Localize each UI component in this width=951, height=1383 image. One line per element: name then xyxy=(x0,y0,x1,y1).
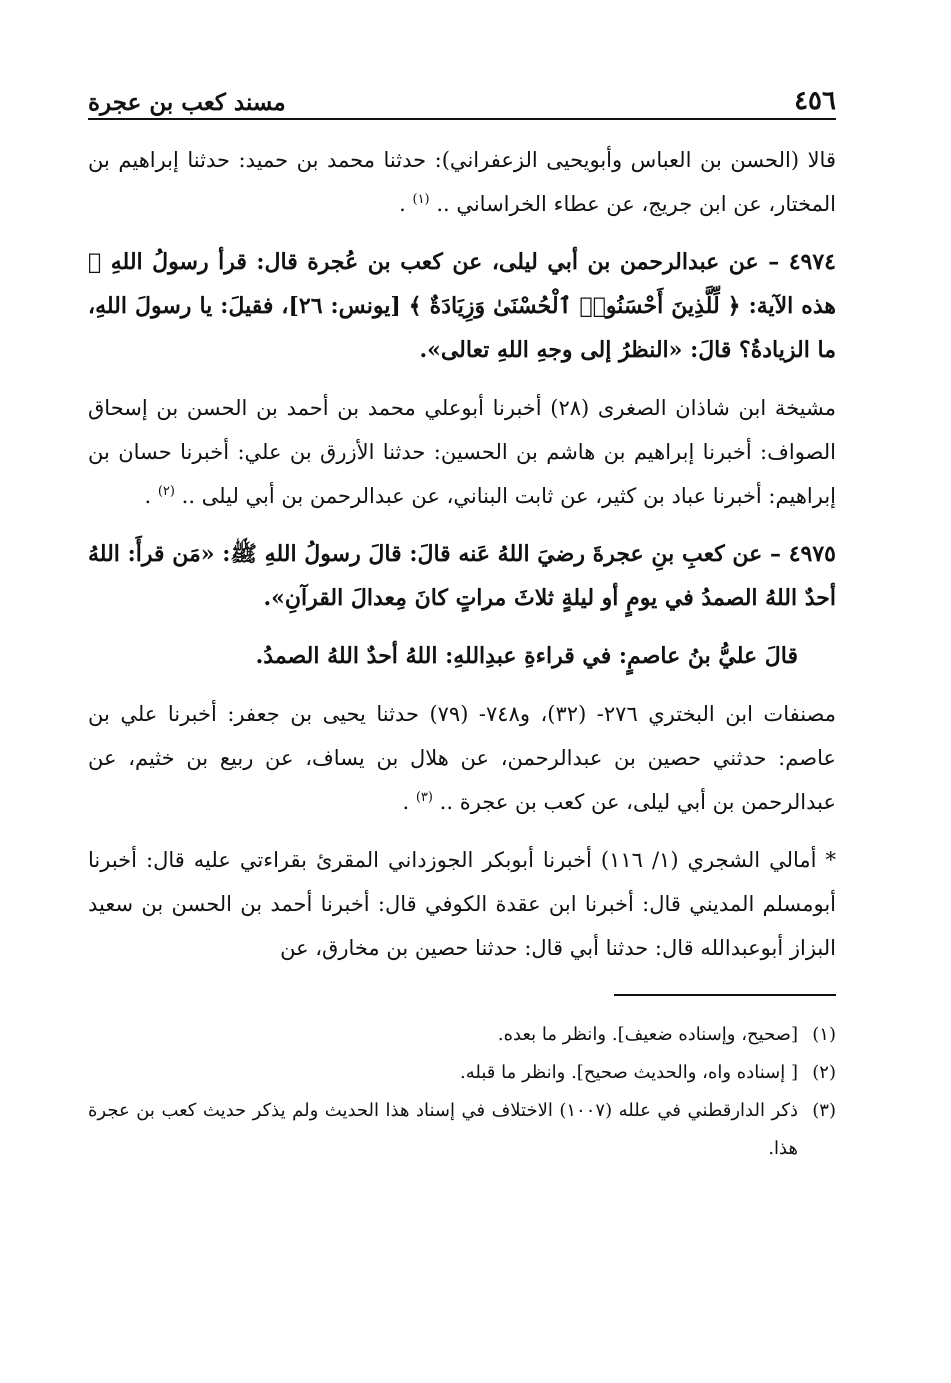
footnote-number: (١) xyxy=(812,1024,836,1045)
paragraph-text: مشيخة ابن شاذان الصغرى (٢٨) أخبرنا أبوعلي محمد بن أحمد بن الحسن بن إسحاق الصواف: أخبرنا إبراهيم بن هاشم بن الحسين: حدثنا الأزرق بن علي: أخبرنا حسان بن إبراهيم: أخبرنا عباد بن كثير، عن ثابت البناني، عن عبدالرحمن بن أبي ليلى .. xyxy=(88,396,836,508)
book-page xyxy=(88,78,836,1168)
footnote-1 xyxy=(88,1016,836,1054)
paragraph-source-amali: * أمالي الشجري (١/ ١١٦) أخبرنا أبوبكر الجوزداني المقرئ بقراءتي عليه قال: أخبرنا أبومسلم المديني قال: أخبرنا ابن عقدة الكوفي قال: أخبرنا أحمد بن الحسن بن سعيد البزاز أبوعبدالله قال: حدثنا أبي قال: حدثنا حصين بن مخارق، عن xyxy=(88,848,836,960)
main-text xyxy=(88,138,836,970)
paragraph-text: مصنفات ابن البختري ٢٧٦- (٣٢)، و٧٤٨- (٧٩) حدثنا يحيى بن جعفر: أخبرنا علي بن عاصم: حدثني حصين بن عبدالرحمن، عن هلال بن يساف، عن ربيع بن خثيم، عن عبدالرحمن بن أبي ليلى، عن كعب بن عجرة .. xyxy=(88,702,837,814)
paragraph-isnad-continuation: قالا (الحسن بن العباس وأبويحيى الزعفراني): حدثنا محمد بن حميد: حدثنا إبراهيم بن المختار، عن ابن جريج، عن عطاء الخراساني .. $^{(١)}$ . xyxy=(88,148,836,216)
footnote-3 xyxy=(88,1092,836,1168)
footnote-ref-3: (٣) xyxy=(415,790,433,805)
footnotes xyxy=(88,1016,836,1168)
footnote-2 xyxy=(88,1054,836,1092)
footnote-text: ذكر الدارقطني في علله (١٠٠٧) الاختلاف في إسناد هذا الحديث ولم يذكر حديث كعب بن عجرة هذا. xyxy=(88,1100,798,1159)
footnote-text: [ إسناده واه، والحديث صحيح]. وانظر ما قبله. xyxy=(460,1062,798,1083)
footnote-number: (٢) xyxy=(812,1062,836,1083)
paragraph-source-mashyakha: مشيخة ابن شاذان الصغرى (٢٨) أخبرنا أبوعلي محمد بن أحمد بن الحسن بن إسحاق الصواف: أخبرنا إبراهيم بن هاشم بن الحسين: حدثنا الأزرق بن علي: أخبرنا حسان بن إبراهيم: أخبرنا عباد بن كثير، عن ثابت البناني، عن عبدالرحمن بن أبي ليلى .. $^{(٢)}$ . xyxy=(88,396,836,508)
hadith-comment: قالَ عليُّ بنُ عاصمٍ: في قراءةِ عبدِاللهِ: اللهُ أحدٌ اللهُ الصمدُ. xyxy=(255,643,798,669)
hadith-4975: ٤٩٧٥ – عن كعبِ بنِ عجرةَ رضيَ اللهُ عَنه قالَ: قالَ رسولُ اللهِ ﷺ: «مَن قرأَ: اللهُ أحدٌ اللهُ الصمدُ في يومٍ أو ليلةٍ ثلاثَ مراتٍ كانَ مِعدالَ القرآنِ». xyxy=(88,541,836,611)
footnote-separator xyxy=(614,994,836,996)
footnote-ref-1: (١) xyxy=(412,192,430,207)
page-number: ٤٥٦ xyxy=(794,86,836,116)
paragraph-text: قالا (الحسن بن العباس وأبويحيى الزعفراني): حدثنا محمد بن حميد: حدثنا إبراهيم بن المختار، عن ابن جريج، عن عطاء الخراساني .. xyxy=(88,148,836,216)
running-header xyxy=(88,78,836,120)
footnote-ref-2: (٢) xyxy=(157,484,175,499)
footnote-number: (٣) xyxy=(812,1100,836,1121)
running-title: مسند كعب بن عجرة xyxy=(88,89,286,116)
hadith-4974: ٤٩٧٤ – عن عبدالرحمن بن أبي ليلى، عن كعب بن عُجرة قال: قرأ رسولُ اللهِ ﷺ هذه الآية: ﴿ لِّلَّذِينَ أَحْسَنُوا۟ ٱلْحُسْنَىٰ وَزِيَادَةٌ ﴾ [يونس: ٢٦]، فقيلَ: يا رسولَ اللهِ، ما الزيادةُ؟ قالَ: «النظرُ إلى وجهِ اللهِ تعالى». xyxy=(88,249,836,363)
paragraph-source-bakhtari: مصنفات ابن البختري ٢٧٦- (٣٢)، و٧٤٨- (٧٩) حدثنا يحيى بن جعفر: أخبرنا علي بن عاصم: حدثني حصين بن عبدالرحمن، عن هلال بن يساف، عن ربيع بن خثيم، عن عبدالرحمن بن أبي ليلى، عن كعب بن عجرة .. $^{(٣)}$ . xyxy=(88,702,837,814)
footnote-text: [صحيح، وإسناده ضعيف]. وانظر ما بعده. xyxy=(497,1024,798,1045)
